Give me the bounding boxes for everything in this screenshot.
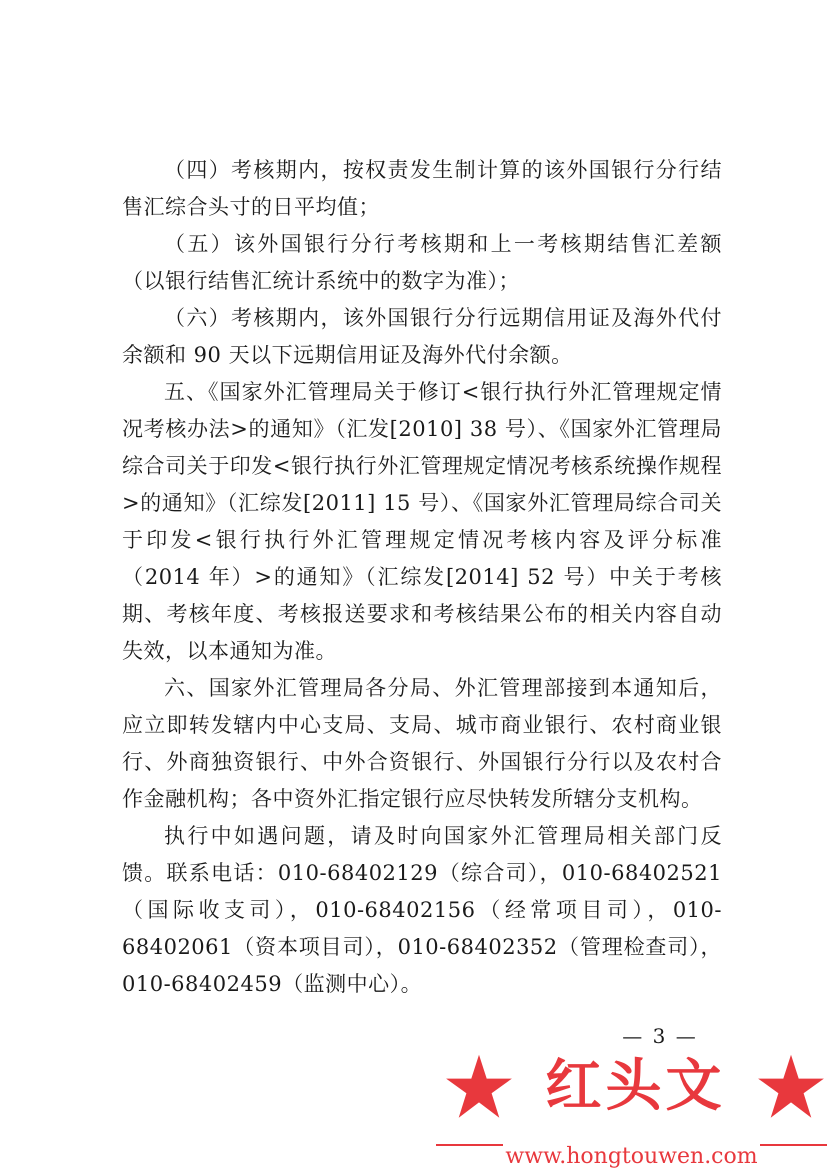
star-icon xyxy=(756,1052,826,1122)
paragraph-item-4: （四）考核期内，按权责发生制计算的该外国银行分行结售汇综合头寸的日平均值； xyxy=(122,158,722,219)
star-icon xyxy=(444,1052,514,1122)
paragraph-item-5: （五）该外国银行分行考核期和上一考核期结售汇差额（以银行结售汇统计系统中的数字为准）； xyxy=(122,232,722,293)
watermark-title: 红头文 xyxy=(545,1054,726,1119)
watermark-url[interactable] xyxy=(436,1144,827,1170)
site-watermark xyxy=(436,1046,827,1170)
document-body xyxy=(122,152,722,1003)
paragraph-section-6: 六、国家外汇管理局各分局、外汇管理部接到本通知后，应立即转发辖内中心支局、支局、城市商业银行、农村商业银行、外商独资银行、中外合资银行、外国银行分行以及农村合作金融机构；各中资外汇指定银行应尽快转发所辖分支机构。 xyxy=(122,676,722,811)
paragraph-item-6: （六）考核期内，该外国银行分行远期信用证及海外代付余额和 90 天以下远期信用证及海外代付余额。 xyxy=(122,306,722,367)
paragraph-contact: 执行中如遇问题，请及时向国家外汇管理局相关部门反馈。联系电话：010-68402129（综合司），010-68402521（国际收支司），010-68402156（经常项目司），010-68402061（资本项目司），010-68402352（管理检查司），010-68402459（监测中心）。 xyxy=(122,824,722,996)
page-number: — 3 — xyxy=(622,1024,698,1048)
watermark-url-text: www.hongtouwen.com xyxy=(505,1144,758,1169)
paragraph-section-5: 五、《国家外汇管理局关于修订<银行执行外汇管理规定情况考核办法>的通知》（汇发[2010] 38 号）、《国家外汇管理局综合司关于印发<银行执行外汇管理规定情况考核系统操作规程>的通知》（汇综发[2011] 15 号）、《国家外汇管理局综合司关于印发<银行执行外汇管理规定情况考核内容及评分标准（2014 年）>的通知》（汇综发[2014] 52 号）中关于考核期、考核年度、考核报送要求和考核结果公布的相关内容自动失效，以本通知为准。 xyxy=(122,380,722,663)
